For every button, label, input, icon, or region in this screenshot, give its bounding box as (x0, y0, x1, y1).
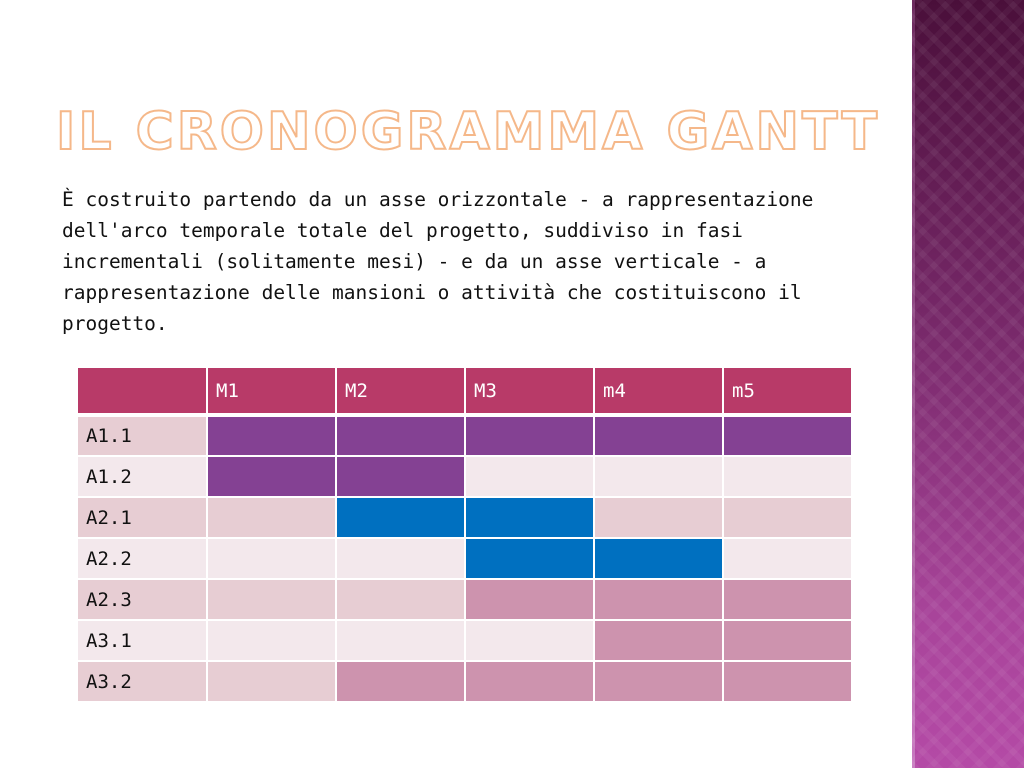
gantt-row (77, 538, 852, 579)
gantt-filled-cell (465, 579, 594, 620)
gantt-header-row (77, 367, 852, 415)
gantt-row (77, 415, 852, 456)
gantt-filled-cell (207, 456, 336, 497)
gantt-filled-cell (465, 661, 594, 702)
gantt-activity-label: A2.3 (77, 579, 207, 620)
gantt-filled-cell (594, 538, 723, 579)
gantt-filled-cell (207, 415, 336, 456)
gantt-filled-cell (723, 579, 852, 620)
gantt-row (77, 620, 852, 661)
gantt-filled-cell (723, 661, 852, 702)
gantt-empty-cell (594, 456, 723, 497)
gantt-empty-cell (723, 538, 852, 579)
gantt-empty-cell (336, 579, 465, 620)
gantt-row (77, 497, 852, 538)
slide-body-text: È costruito partendo da un asse orizzontale - a rappresentazione dell'arco temporale totale del progetto, suddiviso in fasi incrementali (solitamente mesi) - e da un asse verticale - a rappresentazione delle mansioni o attività che costituiscono il progetto. (62, 188, 814, 335)
gantt-filled-cell (336, 456, 465, 497)
gantt-activity-label: A1.1 (77, 415, 207, 456)
gantt-empty-cell (207, 620, 336, 661)
gantt-empty-cell (723, 456, 852, 497)
decorative-side-panel (912, 0, 1024, 768)
gantt-body (77, 415, 852, 702)
gantt-filled-cell (594, 415, 723, 456)
gantt-activity-label: A1.2 (77, 456, 207, 497)
gantt-empty-cell (207, 579, 336, 620)
gantt-empty-cell (336, 538, 465, 579)
gantt-empty-cell (723, 497, 852, 538)
gantt-activity-label: A2.1 (77, 497, 207, 538)
slide-title: IL CRONOGRAMMA GANTT (56, 102, 881, 162)
gantt-column-header: m4 (594, 367, 723, 415)
gantt-filled-cell (594, 620, 723, 661)
gantt-column-header: m5 (723, 367, 852, 415)
gantt-filled-cell (594, 579, 723, 620)
gantt-empty-cell (336, 620, 465, 661)
gantt-column-header: M3 (465, 367, 594, 415)
gantt-filled-cell (336, 661, 465, 702)
gantt-empty-cell (465, 620, 594, 661)
gantt-empty-cell (207, 497, 336, 538)
gantt-row (77, 579, 852, 620)
gantt-filled-cell (723, 415, 852, 456)
gantt-empty-cell (207, 538, 336, 579)
gantt-activity-label: A2.2 (77, 538, 207, 579)
gantt-filled-cell (594, 661, 723, 702)
gantt-table (76, 366, 853, 703)
gantt-column-header: M2 (336, 367, 465, 415)
gantt-activity-label: A3.1 (77, 620, 207, 661)
gantt-corner-cell (77, 367, 207, 415)
gantt-empty-cell (594, 497, 723, 538)
gantt-filled-cell (465, 415, 594, 456)
gantt-row (77, 661, 852, 702)
gantt-empty-cell (465, 456, 594, 497)
gantt-column-header: M1 (207, 367, 336, 415)
gantt-empty-cell (207, 661, 336, 702)
gantt-activity-label: A3.2 (77, 661, 207, 702)
gantt-filled-cell (723, 620, 852, 661)
gantt-filled-cell (465, 497, 594, 538)
gantt-filled-cell (336, 497, 465, 538)
gantt-row (77, 456, 852, 497)
gantt-filled-cell (336, 415, 465, 456)
gantt-filled-cell (465, 538, 594, 579)
